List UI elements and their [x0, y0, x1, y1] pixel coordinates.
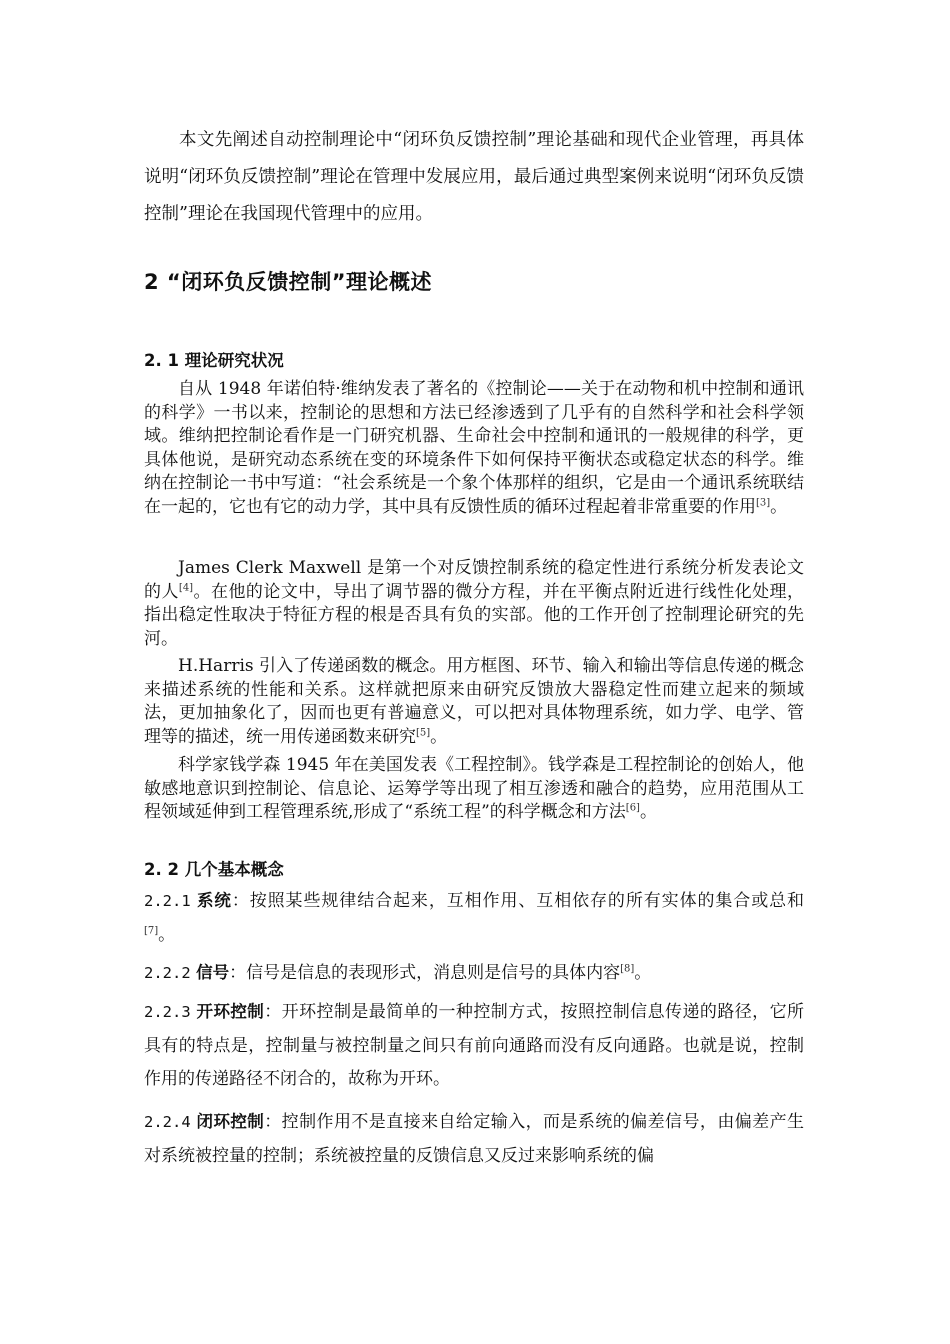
paragraph-tail: 。 — [430, 726, 448, 747]
paragraph-tail: 。在他的论文中，导出了调节器的微分方程，并在平衡点附近进行线性化处理，指出稳定性取决于特征方程的根是否具有负的实部。他的工作开创了控制理论研究的先河。 — [144, 581, 805, 649]
definition-text: ：控制作用不是直接来自给定输入，而是系统的偏差信号，由偏差产生对系统被控量的控制；系统被控量的反馈信息又反过来影响系统的偏 — [144, 1112, 805, 1166]
definition-tail: 。 — [634, 963, 652, 983]
definition-system — [144, 884, 804, 952]
paragraph-text: 自从 1948 年诺伯特·维纳发表了著名的《控制论——关于在动物和机中控制和通讯的科学》一书以来，控制论的思想和方法已经渗透到了几乎有的自然科学和社会科学领域。维纳把控制论看作是一门研究机器、生命社会中控制和通讯的一般规律的科学，更具体他说，是研究动态系统在变的环境条件下如何保持平衡状态或稳定状态的科学。维纳在控制论一书中写道：“社会系统是一个象个体那样的组织，它是由一个通讯系统联结在一起的，它也有它的动力学，其中具有反馈性质的循环过程起着非常重要的作用 — [144, 379, 804, 517]
paragraph-maxwell — [144, 557, 804, 651]
citation-ref: [8] — [620, 963, 635, 975]
citation-ref: [3] — [756, 496, 771, 508]
definition-signal — [144, 956, 804, 991]
paragraph-qian — [144, 754, 804, 825]
paragraph-text: H.Harris 引入了传递函数的概念。用方框图、环节、输入和输出等信息传递的概念来描述系统的性能和关系。这样就把原来由研究反馈放大器稳定性而建立起来的频域法，更加抽象化了，因而也更有普遍意义，可以把对具体物理系统，如力学、电学、管理等的描述，统一用传递函数来研究 — [144, 656, 804, 747]
definition-term: 系统 — [197, 891, 232, 910]
definition-term: 闭环控制 — [196, 1112, 265, 1131]
definition-number: 2.2.2 — [144, 964, 191, 982]
definition-number: 2.2.4 — [144, 1113, 191, 1131]
definition-number: 2.2.3 — [144, 1003, 191, 1021]
definition-tail: 。 — [158, 924, 176, 945]
paragraph-wiener — [144, 378, 804, 519]
definition-term: 开环控制 — [196, 1002, 265, 1021]
paragraph-text: 科学家钱学森 1945 年在美国发表《工程控制》。钱学森是工程控制论的创始人，他敏感地意识到控制论、信息论、运筹学等出现了相互渗透和融合的趋势，应用范围从工程领域延伸到工程管理系统,形成了“系统工程”的科学概念和方法 — [144, 755, 804, 822]
definition-text: ：开环控制是最简单的一种控制方式，按照控制信息传递的路径，它所具有的特点是，控制量与被控制量之间只有前向通路而没有反向通路。也就是说，控制作用的传递路径不闭合的，故称为开环。 — [144, 1002, 805, 1089]
section-2-heading: 2 “闭环负反馈控制”理论概述 — [144, 270, 433, 294]
paragraph-harris — [144, 655, 804, 749]
definition-open-loop — [144, 995, 804, 1097]
section-2-1-heading: 2. 1 理论研究状况 — [144, 351, 284, 370]
citation-ref: [4] — [178, 581, 194, 593]
definition-closed-loop — [144, 1105, 804, 1173]
paragraph-text: James Clerk Maxwell 是第一个对反馈控制系统的稳定性进行系统分析发表论文的人 — [144, 558, 804, 602]
citation-ref: [7] — [144, 924, 159, 936]
citation-ref: [6] — [625, 802, 640, 814]
definition-text: ：信号是信息的表现形式，消息则是信号的具体内容 — [229, 963, 621, 983]
paragraph-tail: 。 — [639, 802, 657, 822]
definition-text: ：按照某些规律结合起来，互相作用、互相依存的所有实体的集合或总和 — [231, 891, 805, 911]
citation-ref: [5] — [416, 726, 431, 738]
intro-paragraph: 本文先阐述自动控制理论中“闭环负反馈控制”理论基础和现代企业管理，再具体说明“闭环负反馈控制”理论在管理中发展应用，最后通过典型案例来说明“闭环负反馈控制”理论在我国现代管理中的应用。 — [144, 130, 804, 224]
section-2-2-heading: 2. 2 几个基本概念 — [144, 860, 284, 879]
definition-term: 信号 — [196, 963, 230, 982]
paragraph-tail: 。 — [770, 496, 788, 517]
definition-number: 2.2.1 — [144, 892, 191, 910]
